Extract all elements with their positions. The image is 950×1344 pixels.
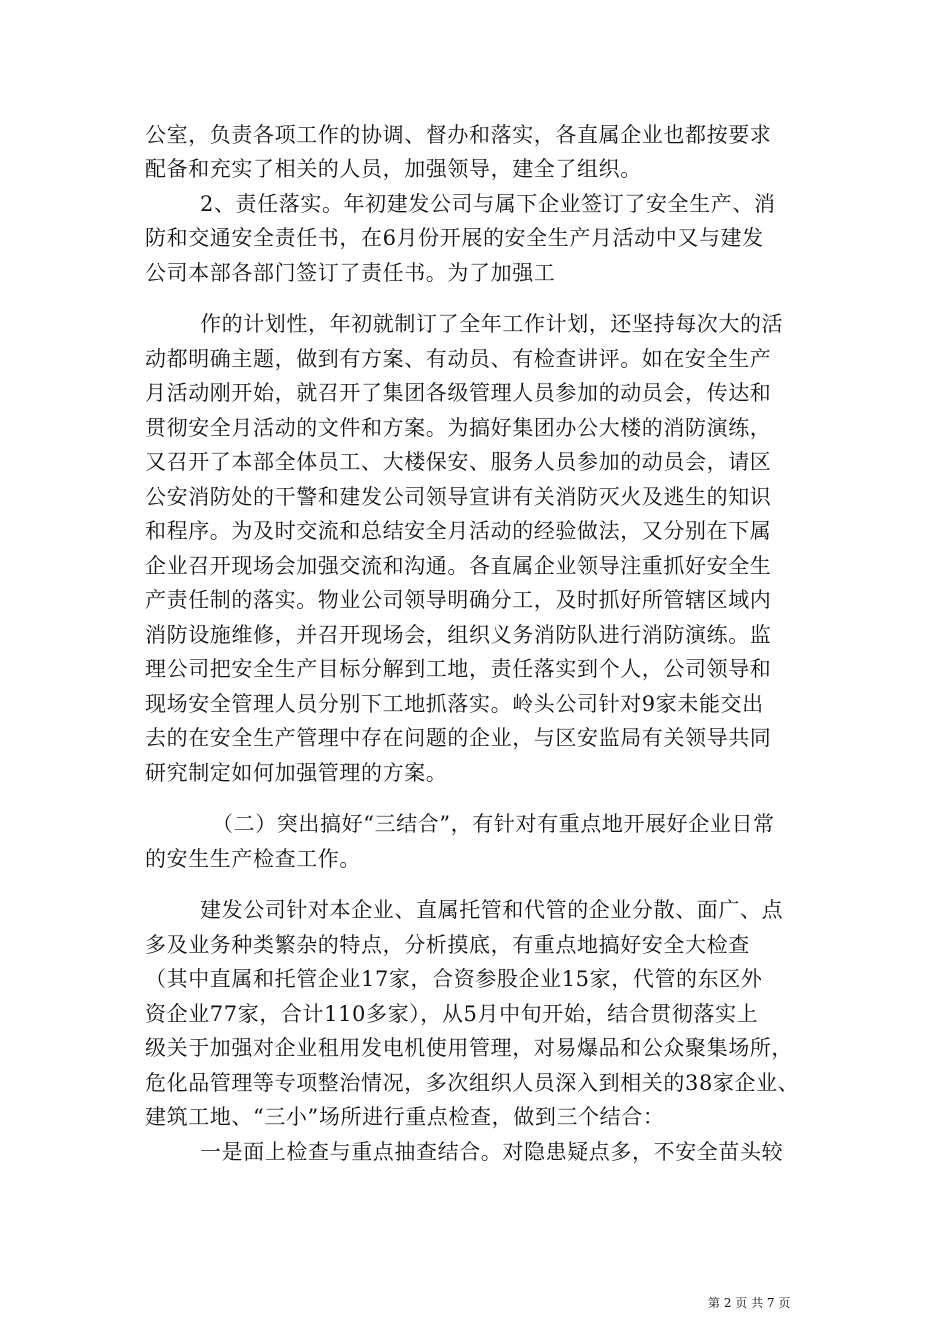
text-line: 去的在安全生产管理中存在问题的企业，与区安监局有关领导共同	[145, 726, 772, 750]
text-line: 资企业77家，合计110多家），从5月中旬开始，结合贯彻落实上	[145, 1002, 759, 1026]
text-line: 危化品管理等专项整治情况，多次组织人员深入到相关的38家企业、	[145, 1071, 800, 1095]
text-line: 防和交通安全责任书，在6月份开展的安全生产月活动中又与建发	[145, 226, 764, 250]
text-line: 配备和充实了相关的人员，加强领导，建全了组织。	[145, 157, 642, 181]
text-line: 2、责任落实。年初建发公司与属下企业签订了安全生产、消	[200, 192, 776, 216]
text-line: 建发公司针对本企业、直属托管和代管的企业分散、面广、点	[200, 898, 784, 922]
text-line: 产责任制的落实。物业公司领导明确分工，及时抓好所管辖区域内	[145, 588, 772, 612]
text-line: 和程序。为及时交流和总结安全月活动的经验做法，又分别在下属	[145, 519, 772, 543]
text-line: 建筑工地、“三小”场所进行重点检查，做到三个结合：	[145, 1105, 665, 1129]
section-heading-continued: 的安生生产检查工作。	[145, 847, 361, 871]
section-heading: （二）突出搞好“三结合”，有针对有重点地开展好企业日常	[212, 812, 775, 836]
text-line: 消防设施维修，并召开现场会，组织义务消防队进行消防演练。监	[145, 623, 772, 647]
text-line: 一是面上检查与重点抽查结合。对隐患疑点多，不安全苗头较	[200, 1140, 784, 1164]
text-line: 公司本部各部门签订了责任书。为了加强工	[145, 261, 556, 285]
text-line: 公室，负责各项工作的协调、督办和落实，各直属企业也都按要求	[145, 123, 772, 147]
text-line: 又召开了本部全体员工、大楼保安、服务人员参加的动员会，请区	[145, 450, 772, 474]
text-line: 企业召开现场会加强交流和沟通。各直属企业领导注重抓好安全生	[145, 554, 772, 578]
text-line: 贯彻安全月活动的文件和方案。为搞好集团办公大楼的消防演练，	[145, 416, 772, 440]
text-line: 理公司把安全生产目标分解到工地，责任落实到个人，公司领导和	[145, 657, 772, 681]
text-line: 动都明确主题，做到有方案、有动员、有检查讲评。如在安全生产	[145, 347, 772, 371]
text-line: （其中直属和托管企业17家，合资参股企业15家，代管的东区外	[145, 967, 763, 991]
text-line: 公安消防处的干警和建发公司领导宣讲有关消防灭火及逃生的知识	[145, 485, 772, 509]
text-line: 级关于加强对企业租用发电机使用管理，对易爆品和公众聚集场所，	[145, 1036, 793, 1060]
text-line: 研究制定如何加强管理的方案。	[145, 761, 448, 785]
text-line: 月活动刚开始，就召开了集团各级管理人员参加的动员会，传达和	[145, 381, 772, 405]
page-number: 第 2 页 共 7 页	[708, 1296, 791, 1310]
text-line: 多及业务种类繁杂的特点，分析摸底，有重点地搞好安全大检查	[145, 933, 750, 957]
text-line: 现场安全管理人员分别下工地抓落实。岭头公司针对9家未能交出	[145, 692, 764, 716]
text-line: 作的计划性，年初就制订了全年工作计划，还坚持每次大的活	[200, 312, 784, 336]
